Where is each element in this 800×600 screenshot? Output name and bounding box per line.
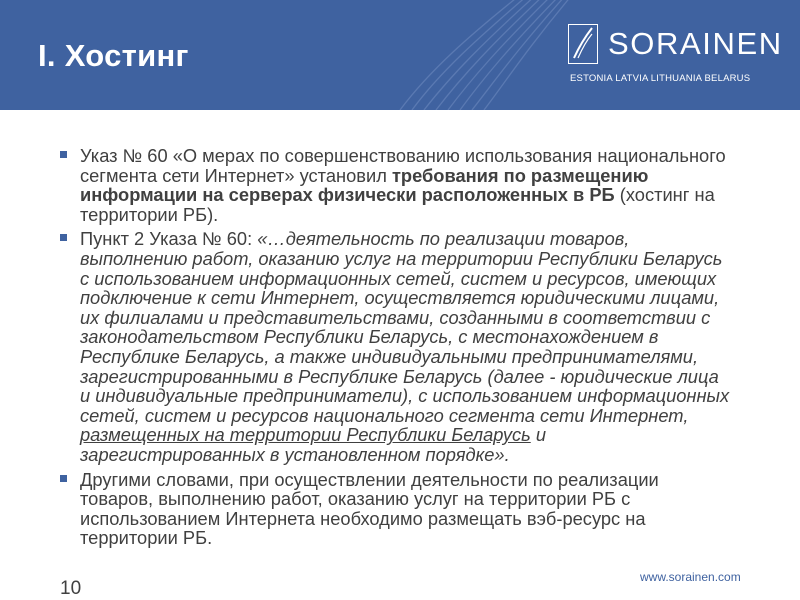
bullet-item: [60, 470, 730, 548]
quote-text: «…деятельность по реализации товаров, выполнению работ, оказанию услуг на территории Республики Беларусь с использованием информационных сетей, систем и ресурсов, имеющих подключение к сети Интернет, осуществляется юридическими лицами, их филиалами и представительствами, созданными в соответствии с законодательством Республики Беларусь, с местонахождением в Республике Беларусь, а также индивидуальными предпринимателями, зарегистрированными в Республике Беларусь (далее - юридические лица и индивидуальные предприниматели), с использованием информационных сетей, систем и ресурсов национального сегмента сети Интернет,: [80, 228, 730, 426]
bullet-text: Указ № 60 «О мерах по совершенствованию использования национального сегмента сети Интернет» установил: [80, 145, 726, 186]
bullet-lead: Пункт 2 Указа № 60:: [80, 228, 258, 250]
sorainen-logo: [568, 24, 783, 88]
slide-body: [60, 146, 730, 553]
slide-title: I. Хостинг: [38, 38, 189, 73]
square-bullet-icon: [60, 151, 67, 158]
square-bullet-icon: [60, 475, 67, 482]
quote-text-underlined: размещенных на территории Республики Беларусь: [80, 424, 531, 446]
page-number: 10: [60, 578, 82, 599]
slide-header: [0, 0, 800, 110]
bullet-item: [60, 229, 730, 464]
quote-text: и зарегистрированных в установленном порядке».: [80, 424, 546, 465]
bullet-item: [60, 146, 730, 224]
website-link[interactable]: www.sorainen.com: [640, 570, 741, 584]
bullet-text-bold: требования по размещению информации на серверах физически расположенных в РБ: [80, 164, 649, 206]
square-bullet-icon: [60, 234, 67, 241]
bullet-text: Другими словами, при осуществлении деятельности по реализации товаров, выполнению работ, оказанию услуг на территории РБ с использованием Интернета необходимо размещать вэб-ресурс на территории РБ.: [80, 468, 659, 549]
logo-countries: ESTONIA LATVIA LITHUANIA BELARUS: [570, 73, 751, 84]
logo-mark-icon: [568, 24, 598, 64]
bullet-text: (хостинг на территории РБ).: [80, 184, 715, 225]
logo-wordmark: SORAINEN: [608, 26, 783, 61]
